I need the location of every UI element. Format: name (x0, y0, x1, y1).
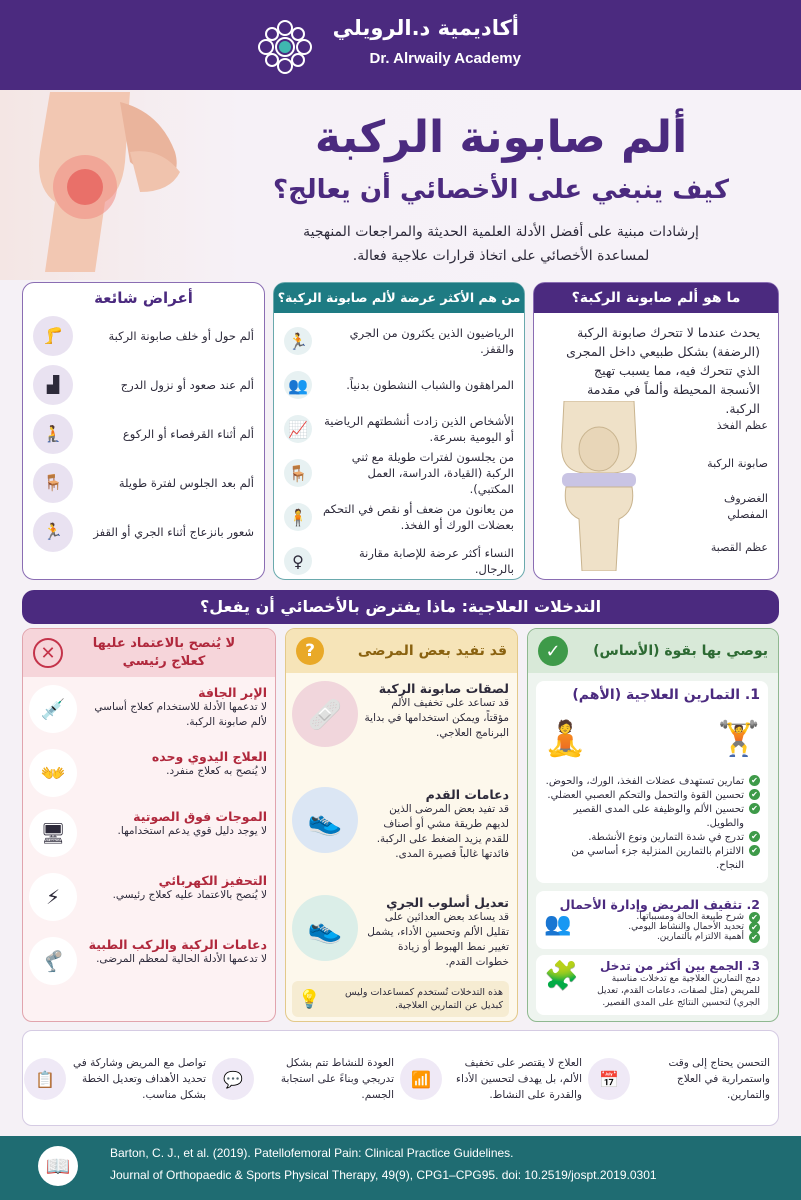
intro-line-1: إرشادات مبنية على أفضل الأدلة العلمية الحديثة والمراجعات المنهجية (303, 224, 699, 240)
side-lying-exercise-icon: 🧘 (544, 719, 587, 759)
label-patella: صابونة الركبة (707, 457, 768, 470)
runner-icon: 🏃 (284, 327, 312, 355)
tips-strip (22, 1030, 779, 1126)
tip-item: تواصل مع المريض وشاركة في تحديد الأهداف وتعديل الخطة بشكل مناسب. 📋 (24, 1041, 206, 1117)
intro-line-2: لمساعدة الأخصائي على اتخاذ قرارات علاجية فعالة. (352, 248, 650, 264)
puzzle-icon: 🧩 (544, 959, 579, 992)
reference-line-2: Journal of Orthopaedic & Sports Physical Therapy, 49(9), CPG1–CPG95. doi: 10.2519/jospt.2019.0301 (110, 1168, 657, 1182)
what-is-text: يحدث عندما لا تتحرك صابونة الركبة (الرضفة) بشكل طبيعي داخل المجرى الذي تتحرك فيه، مما يسبب تهيج الأنسجة المحيطة وألماً في مقدمة الركبة. (566, 325, 760, 416)
item-desc: قد تفيد بعض المرضى الذين لديهم طريقة مشي أو أصناف للقدم يزيد الضغط على الركبة. فائدتها غالباً قصيرة المدى. (376, 803, 509, 860)
close-icon: ✕ (33, 638, 63, 668)
growth-chart-icon: 📈 (284, 415, 312, 443)
header-bar (0, 0, 801, 90)
person-icon: 🧍 (284, 503, 312, 531)
list-item: الرياضيون الذين يكثرون من الجري والقفز. 🏃 (274, 319, 524, 363)
may-help-column (285, 628, 518, 1022)
list-item: ✔ تدرج في شدة التمارين ونوع الأنشطة. (544, 831, 760, 845)
not-recommended-column (22, 628, 276, 1022)
list-item: الإبر الجافة لا تدعمها الأدلة للاستخدام كعلاج أساسي لألم صابونة الركبة. 💉 (29, 685, 267, 745)
combined-section-title: 3. الجمع بين أكثر من تدخل (600, 959, 760, 973)
list-item: من يجلسون لفترات طويلة مع ثني الركبة (القيادة، الدراسة، العمل المكتبي). 🪑 (274, 451, 524, 495)
page-title: ألم صابونة الركبة (314, 112, 688, 163)
lightbulb-icon: 💡 (298, 988, 321, 1010)
at-risk-card (273, 282, 525, 580)
chat-icon: 💬 (212, 1058, 254, 1100)
knee-brace-icon: 🦿 (29, 937, 77, 985)
exercise-illustration (544, 703, 760, 775)
insole-icon: 👟 (292, 787, 358, 853)
tip-item: العودة للنشاط تتم بشكل تدريجي وبناءً على استجابة الجسم. 💬 (212, 1041, 394, 1117)
item-desc: قد تساعد على تخفيف الألم مؤقتاً، ويمكن استخدامها في بداية البرنامج العلاجي. (364, 697, 509, 739)
reference-line-1: Barton, C. J., et al. (2019). Patellofemoral Pain: Clinical Practice Guidelines. (110, 1146, 514, 1160)
recommended-column (527, 628, 779, 1022)
logo-english: Dr. Alrwaily Academy (369, 50, 521, 67)
at-risk-title: من هم الأكثر عرضة لألم صابونة الركبة؟ (274, 283, 524, 313)
list-item (292, 787, 509, 891)
knee-pain-icon: 🦵 (33, 316, 73, 356)
calendar-icon: 📅 (588, 1058, 630, 1100)
what-is-title: ما هو ألم صابونة الركبة؟ (534, 283, 778, 313)
combined-section-text: دمج التمارين العلاجية مع تدخلات مناسبة للمريض (مثل لصقات، دعامات القدم، تعديل الجري) لتحسين النتائج على المدى القصير. (597, 974, 760, 1008)
list-item: ✔ شرح طبيعة الحالة ومسبباتها. (577, 912, 760, 922)
exercise-section-title: 1. التمارين العلاجية (الأهم) (572, 687, 760, 703)
list-item: ✔ تمارين تستهدف عضلات الفخذ، الورك، والحوض. (544, 775, 760, 789)
sitting-icon: 🪑 (284, 459, 312, 487)
knee-illustration (10, 92, 210, 272)
consultation-icon: 👥 (544, 912, 572, 937)
list-item: من يعانون من ضعف أو نقص في التحكم بعضلات الورك أو الفخذ. 🧍 (274, 495, 524, 539)
recommended-header: يوصي بها بقوة (الأساس) (593, 643, 768, 659)
list-item: النساء أكثر عرضة للإصابة مقارنة بالرجال. ♀ (274, 539, 524, 583)
ultrasound-icon: 🖥 (29, 809, 77, 857)
check-circle-icon: ✓ (538, 636, 568, 666)
what-is-card (533, 282, 779, 580)
tip-item: العلاج لا يقتصر على تخفيف الألم، بل يهدف لتحسين الأداء والقدرة على النشاط. 📶 (400, 1041, 582, 1117)
education-section-title: 2. تثقيف المريض وإدارة الأحمال (559, 897, 760, 912)
may-help-header: قد تفيد بعض المرضى (357, 643, 507, 659)
squat-icon: 🧎 (33, 414, 73, 454)
female-icon: ♀ (284, 547, 312, 575)
item-desc: قد يساعد بعض العدائين على تقليل الألم وتحسين الأداء، يشمل تغيير نمط الهبوط أو زيادة خطوات القدم. (367, 911, 509, 968)
list-item: العلاج اليدوي وحده لا يُنصح به كعلاج منفرد. 👐 (29, 749, 267, 805)
list-item: المراهقون والشباب النشطون بدنياً. 👥 (274, 363, 524, 407)
list-item: ✔ الالتزام بالتمارين المنزلية جزء أساسي من النجاح. (544, 845, 760, 873)
tape-icon: 🩹 (292, 681, 358, 747)
squat-exercise-icon: 🏋 (717, 719, 760, 759)
hands-icon: 👐 (29, 749, 77, 797)
list-item: شعور بانزعاج أثناء الجري أو القفز 🏃 (23, 507, 264, 556)
may-help-note: هذه التدخلات تُستخدم كمساعدات وليس كبديل عن التمارين العلاجية. (345, 987, 503, 1011)
tens-icon: ⚡ (29, 873, 77, 921)
not-recommended-header-line1: لا يُنصح بالاعتماد عليها (92, 636, 236, 651)
list-item (292, 681, 509, 777)
steps-icon: 📶 (400, 1058, 442, 1100)
list-item: ألم حول أو خلف صابونة الركبة 🦵 (23, 311, 264, 360)
item-title: لصقات صابونة الركبة (378, 681, 509, 696)
list-item: ✔ أهمية الالتزام بالتمارين. (577, 932, 760, 942)
question-icon: ? (296, 637, 324, 665)
list-item: الموجات فوق الصوتية لا يوجد دليل قوي يدعم استخدامها. 🖥 (29, 809, 267, 869)
list-item: ألم بعد الجلوس لفترة طويلة 🪑 (23, 458, 264, 507)
tip-item: التحسن يحتاج إلى وقت واستمرارية في العلاج والتمارين. 📅 (588, 1041, 770, 1117)
stairs-icon: ▟ (33, 365, 73, 405)
list-item: ✔ تحسين القوة والتحمل والتحكم العصبي العضلي. (544, 789, 760, 803)
interventions-title: التدخلات العلاجية: ماذا يفترض بالأخصائي أن يفعل؟ (22, 590, 779, 624)
list-item: ألم عند صعود أو نزول الدرج ▟ (23, 360, 264, 409)
page-subtitle: كيف ينبغي على الأخصائي أن يعالج؟ (273, 175, 729, 205)
needle-icon: 💉 (29, 685, 77, 733)
chair-icon: 🪑 (33, 463, 73, 503)
list-item: دعامات الركبة والركب الطبية لا تدعمها الأدلة الحالية لمعظم المرضى. 🦿 (29, 937, 267, 1001)
list-item: ✔ تحديد الأحمال والنشاط اليومي. (577, 922, 760, 932)
item-title: دعامات القدم (425, 787, 509, 802)
label-femur: عظم الفخذ (716, 419, 768, 432)
list-item: التحفيز الكهربائي لا يُنصح بالاعتماد عليه كعلاج رئيسي. ⚡ (29, 873, 267, 933)
book-icon: 📖 (38, 1146, 78, 1186)
symptoms-title: أعراض شائعة (94, 289, 193, 307)
item-title: تعديل أسلوب الجري (386, 895, 509, 910)
knee-anatomy-icon (544, 401, 654, 571)
logo-arabic: أكاديمية د.الرويلي (332, 16, 519, 40)
not-recommended-header-line2: كعلاج رئيسي (122, 654, 206, 669)
running-shoe-icon: 👟 (292, 895, 358, 961)
list-item: ✔ تحسين الألم والوظيفة على المدى القصير والطويل. (544, 803, 760, 831)
label-cartilage: الغضروف المفصلي (723, 492, 768, 521)
list-item: الأشخاص الذين زادت أنشطتهم الرياضية أو اليومية بسرعة. 📈 (274, 407, 524, 451)
people-icon: 👥 (284, 371, 312, 399)
running-icon: 🏃 (33, 512, 73, 552)
label-tibia: عظم القصبة (710, 541, 768, 554)
list-item: ألم أثناء القرفصاء أو الركوع 🧎 (23, 409, 264, 458)
checklist-icon: 📋 (24, 1058, 66, 1100)
list-item (292, 895, 509, 975)
symptoms-card (22, 282, 265, 580)
